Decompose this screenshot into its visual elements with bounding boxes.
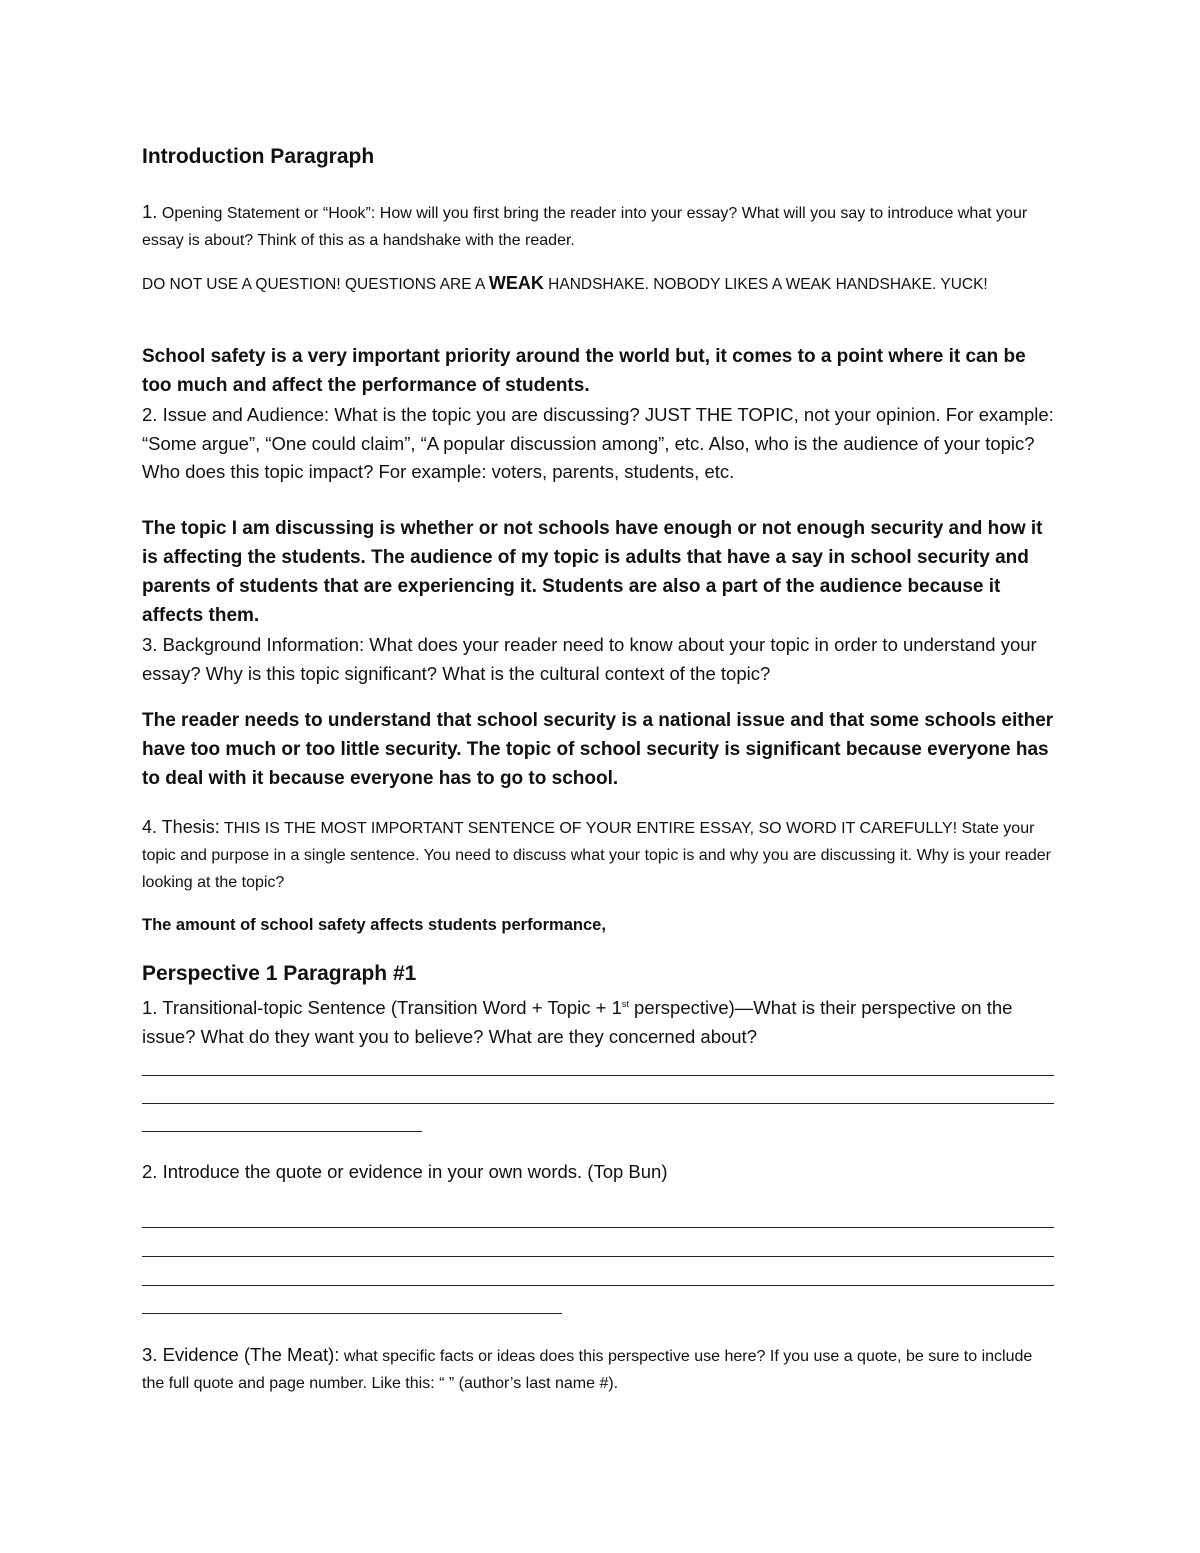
answer-line[interactable] <box>142 1285 1054 1286</box>
warning-text-pre: DO NOT USE A QUESTION! QUESTIONS ARE A <box>142 276 485 293</box>
question-2: 2. Issue and Audience: What is the topic you are discussing? JUST THE TOPIC, not your opinion. For example: “Some argue”, “One could claim”, “A popular discussion among”, etc. Also, who is the audience of your topic? Who does this topic impact? For example: voters, parents, students, etc. <box>142 404 1054 482</box>
question-warning <box>142 270 1058 298</box>
answer-line[interactable] <box>142 1075 1054 1076</box>
answer-line[interactable] <box>142 1313 562 1314</box>
answer-line[interactable] <box>142 1227 1054 1228</box>
question-1-number: 1. <box>142 201 158 222</box>
perspective-question-1 <box>142 994 1058 1051</box>
warning-weak-word: WEAK <box>488 273 544 293</box>
answer-3: The reader needs to understand that school security is a national issue and that some schools either have too much or too little security. The topic of school security is significant because everyone has to deal with it because everyone has to go to school. <box>142 710 1054 789</box>
warning-text-post: HANDSHAKE. NOBODY LIKES A WEAK HANDSHAKE. YUCK! <box>548 276 988 293</box>
question-1-text: Opening Statement or “Hook”: How will you first bring the reader into your essay? What will you say to introduce what your essay is about? Think of this as a handshake with the reader. <box>142 205 1028 249</box>
introduction-heading: Introduction Paragraph <box>142 145 375 168</box>
answer-line[interactable] <box>142 1103 1054 1104</box>
answer-line[interactable] <box>142 1256 1054 1257</box>
question-4-text: THIS IS THE MOST IMPORTANT SENTENCE OF YOUR ENTIRE ESSAY, SO WORD IT CAREFULLY! State your topic and purpose in a single sentence. You need to discuss what your topic is and why you are discussing it. Why is your reader looking at the topic? <box>142 820 1051 891</box>
perspective-question-2: 2. Introduce the quote or evidence in your own words. (Top Bun) <box>142 1161 668 1182</box>
question-4 <box>142 814 1058 896</box>
answer-4-thesis: The amount of school safety affects students performance, <box>142 916 606 934</box>
perspective-question-3-label: 3. Evidence (The Meat): <box>142 1344 340 1365</box>
answer-line[interactable] <box>142 1131 422 1132</box>
answer-2: The topic I am discussing is whether or not schools have enough or not enough security and how it is affecting the students. The audience of my topic is adults that have a say in school security and parents of students that are experiencing it. Students are also a part of the audience because it affects them. <box>142 518 1043 626</box>
perspective-question-3-text: what specific facts or ideas does this perspective use here? If you use a quote, be sure to include the full quote and page number. Like this: “ ” (author’s last name #). <box>142 1348 1033 1392</box>
perspective-q1-superscript: st <box>621 999 629 1009</box>
perspective-q1-text-pre: 1. Transitional-topic Sentence (Transition Word + Topic + 1 <box>142 997 622 1018</box>
question-3: 3. Background Information: What does your reader need to know about your topic in order to understand your essay? Why is this topic significant? What is the cultural context of the topic? <box>142 634 1037 684</box>
perspective-1-heading: Perspective 1 Paragraph #1 <box>142 962 417 985</box>
perspective-question-3 <box>142 1341 1058 1397</box>
answer-1: School safety is a very important priority around the world but, it comes to a point where it can be too much and affect the performance of students. <box>142 346 1026 396</box>
question-1 <box>142 198 1058 254</box>
question-4-label: 4. Thesis: <box>142 817 220 837</box>
perspective-q1-text-post: perspective)—What is their perspective on the issue? What do they want you to believe? What are they concerned about? <box>142 997 1013 1047</box>
